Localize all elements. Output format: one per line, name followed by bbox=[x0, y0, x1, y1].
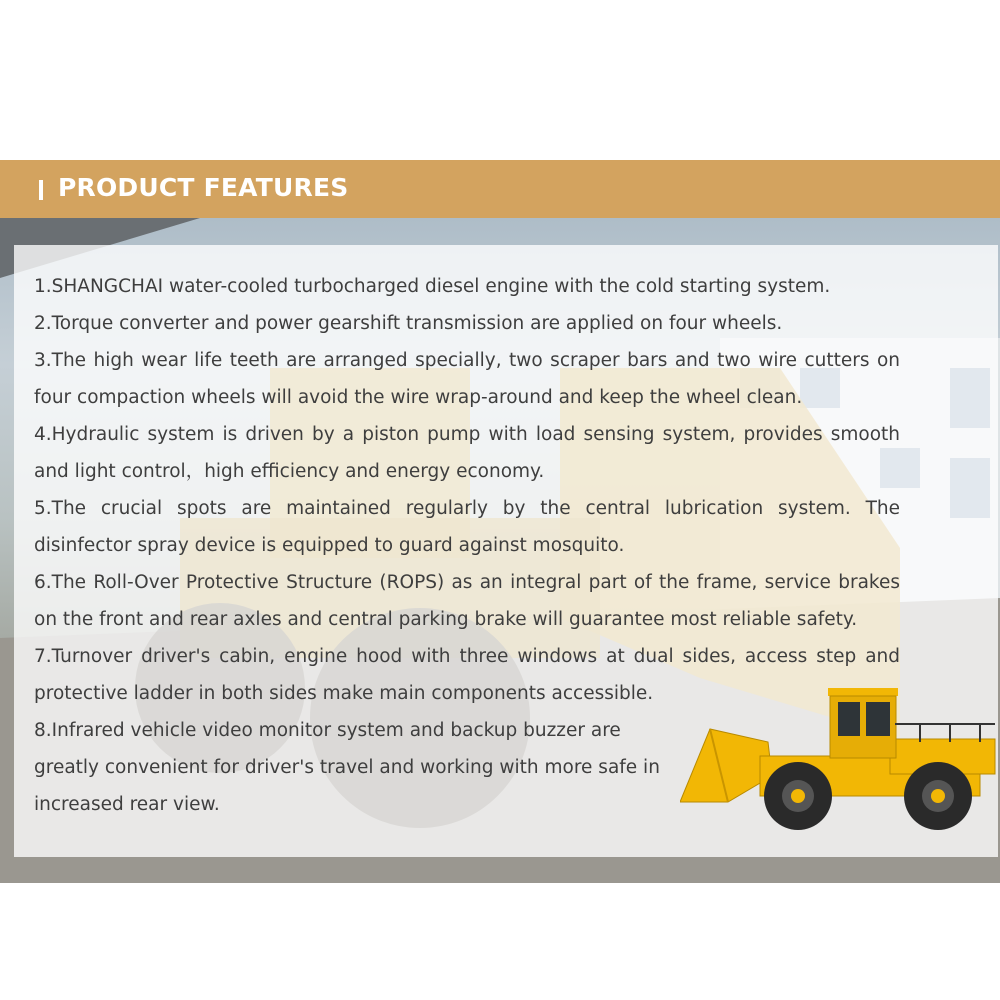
feature-item: 2.Torque converter and power gearshift transmission are applied on four wheels. bbox=[34, 313, 783, 334]
feature-item: 3.The high wear life teeth are arranged specially, two scraper bars and two wire cutters on four compaction wheels will avoid the wire wrap-around and keep the wheel clean. bbox=[34, 350, 900, 408]
section-header bbox=[0, 160, 1000, 218]
feature-item: 4.Hydraulic system is driven by a piston pump with load sensing system, provides smooth and light control，high efficiency and energy economy. bbox=[34, 424, 900, 482]
feature-item: 6.The Roll-Over Protective Structure (ROPS) as an integral part of the frame, service brakes on the front and rear axles and central parking brake will guarantee most reliable safety. bbox=[34, 572, 900, 630]
feature-item: 8.Infrared vehicle video monitor system and backup buzzer are greatly convenient for driver's travel and working with more safe in increased rear view. bbox=[34, 720, 660, 815]
feature-item: 7.Turnover driver's cabin, engine hood with three windows at dual sides, access step and protective ladder in both sides make main components accessible. bbox=[34, 646, 900, 704]
landfill-compactor-image bbox=[680, 684, 1000, 834]
feature-item: 5.The crucial spots are maintained regularly by the central lubrication system. The disinfector spray device is equipped to guard against mosquito. bbox=[34, 498, 900, 556]
section-title: PRODUCT FEATURES bbox=[58, 173, 349, 202]
vertical-bar-icon bbox=[39, 180, 43, 200]
feature-item: 1.SHANGCHAI water-cooled turbocharged diesel engine with the cold starting system. bbox=[34, 276, 831, 297]
